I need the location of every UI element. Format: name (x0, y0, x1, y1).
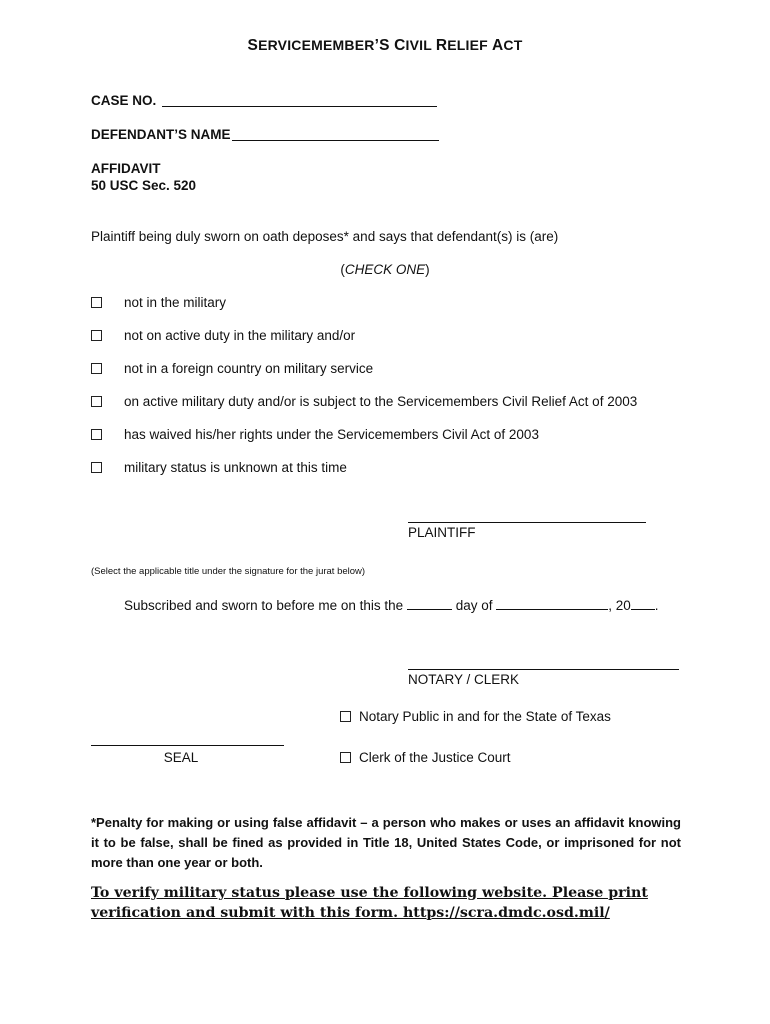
checkbox[interactable] (91, 297, 102, 308)
checkbox[interactable] (340, 711, 351, 722)
seal-label: SEAL (163, 750, 199, 765)
checkbox[interactable] (91, 429, 102, 440)
jurat-statement: Subscribed and sworn to before me on this the day of , 20 . (124, 598, 659, 613)
jurat-option-clerk: Clerk of the Justice Court (340, 750, 351, 765)
form-title: SERVICEMEMBER’S CIVIL RELIEF ACT (247, 37, 523, 54)
option-waived-rights: has waived his/her rights under the Servicemembers Civil Act of 2003 (91, 427, 102, 442)
notary-signature-line[interactable] (408, 669, 679, 670)
jurat-select-note: (Select the applicable title under the signature for the jurat below) (91, 566, 366, 577)
checkbox[interactable] (91, 330, 102, 341)
jurat-option-notary: Notary Public in and for the State of Texas (340, 709, 351, 724)
checkbox[interactable] (91, 363, 102, 374)
case-number-field[interactable] (162, 106, 437, 107)
option-not-foreign-country: not in a foreign country on military service (91, 361, 102, 376)
penalty-notice: *Penalty for making or using false affidavit – a person who makes or uses an affidavit knowing it to be false, shall be fined as provided in Title 18, United States Code, or imprisoned for not more than one year or both. (91, 815, 681, 870)
checkbox[interactable] (340, 752, 351, 763)
option-not-active-duty: not on active duty in the military and/or (91, 328, 102, 343)
defendant-name-label: DEFENDANT’S NAME (91, 127, 231, 142)
checkbox[interactable] (91, 396, 102, 407)
option-active-duty-scra: on active military duty and/or is subject to the Servicemembers Civil Relief Act of 2003 (91, 394, 102, 409)
intro-statement: Plaintiff being duly sworn on oath deposes* and says that defendant(s) is (are) (91, 229, 559, 244)
month-field[interactable] (496, 608, 608, 610)
year-field[interactable] (631, 608, 655, 610)
plaintiff-signature-line[interactable] (408, 522, 646, 523)
case-number-row (91, 93, 156, 108)
option-status-unknown: military status is unknown at this time (91, 460, 102, 475)
notary-clerk-label: NOTARY / CLERK (408, 672, 520, 687)
option-not-in-military: not in the military (91, 295, 102, 310)
check-one-instruction: (CHECK ONE) (340, 262, 430, 277)
checkbox[interactable] (91, 462, 102, 473)
day-field[interactable] (407, 608, 452, 610)
statute-reference: 50 USC Sec. 520 (91, 178, 197, 193)
affidavit-heading: AFFIDAVIT (91, 161, 161, 176)
verification-instructions[interactable]: To verify military status please use the following website. Please print verification and submit with this form. https://scra.dmdc.osd.mil/ (91, 885, 648, 921)
defendant-name-field[interactable] (232, 140, 439, 141)
case-number-label: CASE NO. (91, 93, 157, 108)
plaintiff-label: PLAINTIFF (408, 525, 476, 540)
seal-line (91, 745, 284, 746)
